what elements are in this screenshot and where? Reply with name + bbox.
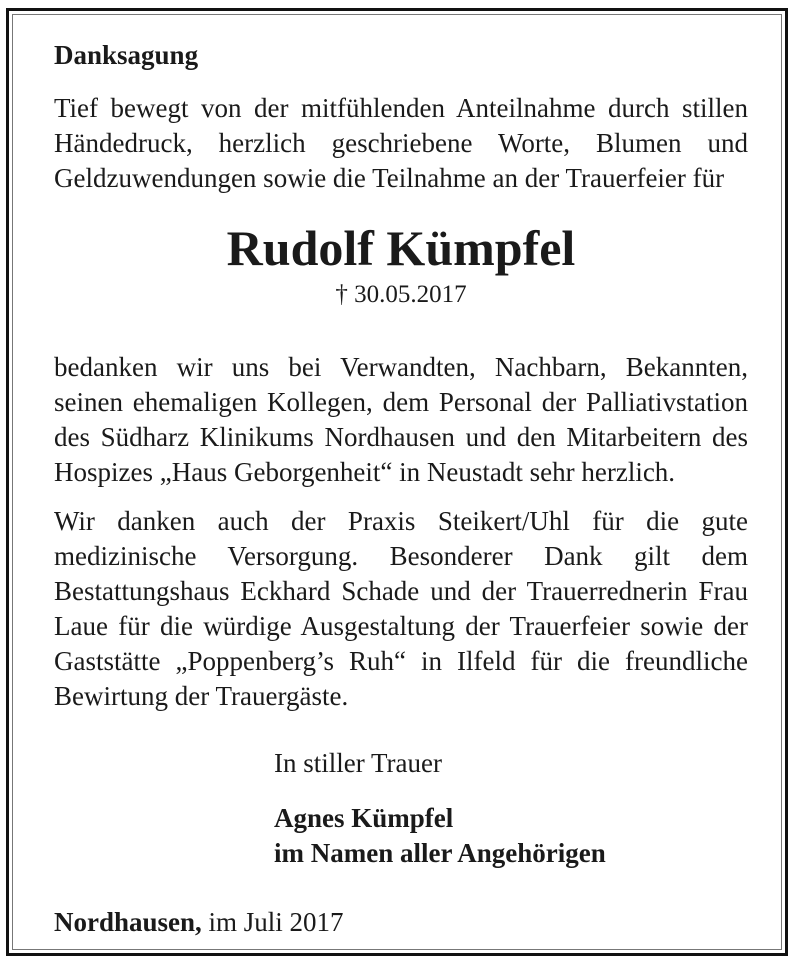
closing-phrase: In stiller Trauer [274,748,442,778]
place-date-line [54,905,748,940]
place: Nordhausen, [54,907,202,937]
deceased-name: Rudolf Kümpfel [226,220,576,276]
signatory-note: im Namen aller Angehörigen [274,838,606,868]
thanks-paragraph-1: bedanken wir uns bei Verwandten, Nachbarn, Bekannten, seinen ehemaligen Kollegen, dem Personal der Palliativstation des Südharz Klinikums Nordhausen und den Mitarbeitern des Hospizes „Haus Geborgenheit“ in Neustadt sehr herzlich. [54,352,748,487]
signatory-name: Agnes Kümpfel [274,803,454,833]
closing-block [274,746,748,871]
intro-paragraph: Tief bewegt von der mitfühlenden Anteilnahme durch stillen Händedruck, herzlich geschriebene Worte, Blumen und Geldzuwendungen sowie die Teilnahme an der Trauerfeier für [54,93,748,193]
notice-content [54,38,748,940]
death-date: † 30.05.2017 [335,281,467,308]
date-line: im Juli 2017 [208,907,344,937]
notice-heading: Danksagung [54,40,199,70]
thanks-paragraph-2: Wir danken auch der Praxis Steikert/Uhl für die gute medizinische Versorgung. Besonderer Dank gilt dem Bestattungshaus Eckhard Schade und der Trauerrednerin Frau Laue für die würdige Ausgestaltung der Trauerfeier sowie der Gaststätte „Poppenberg’s Ruh“ in Ilfeld für die freundliche Bewirtung der Trauergäste. [54,506,748,711]
